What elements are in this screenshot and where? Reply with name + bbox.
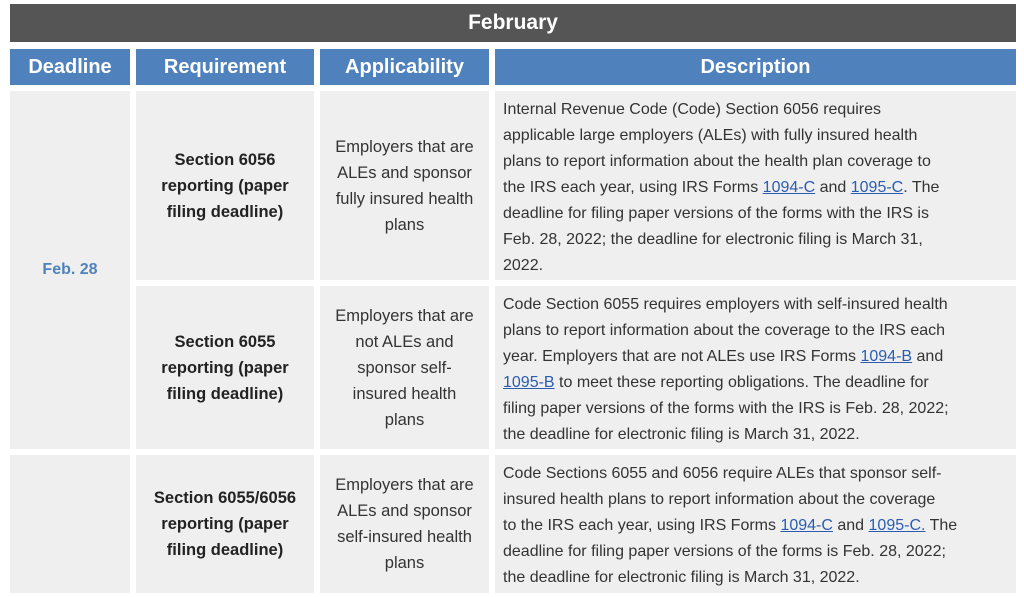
description-cell <box>495 286 1016 449</box>
header-requirement: Requirement <box>136 49 314 85</box>
applicability-cell <box>320 286 489 449</box>
description-line: insured health plans to report information about the coverage <box>503 491 936 508</box>
description-line: the deadline for electronic filing is March 31, 2022. <box>503 569 860 586</box>
requirement-line: Section 6056 <box>174 150 276 169</box>
description-text: to the IRS each year, using IRS Forms <box>503 517 781 534</box>
requirement-line: reporting (paper <box>161 515 289 533</box>
deadline-cell <box>10 91 130 449</box>
applicability-line: insured health <box>352 384 457 403</box>
description-line: applicable large employers (ALEs) with fully insured health <box>503 127 918 144</box>
requirement-line: reporting (paper <box>161 176 289 195</box>
description-text: to meet these reporting obligations. The deadline for <box>554 374 929 391</box>
applicability-line: plans <box>384 410 425 429</box>
month-title: February <box>10 4 1016 42</box>
description-text: The <box>925 517 958 534</box>
description-text: and <box>815 179 851 196</box>
requirement-cell <box>136 286 314 449</box>
header-deadline: Deadline <box>10 49 130 85</box>
description-line: filing paper versions of the forms with the IRS is Feb. 28, 2022; <box>503 400 949 417</box>
applicability-line: ALEs and sponsor <box>337 502 472 520</box>
applicability-line: plans <box>384 554 425 572</box>
header-description: Description <box>495 49 1016 85</box>
form-1095-c-link[interactable]: 1095-C. <box>868 517 926 534</box>
description-text: the IRS each year, using IRS Forms <box>503 179 763 196</box>
description-text: . The <box>903 179 940 196</box>
description-line: Code Section 6055 requires employers with self-insured health <box>503 296 948 313</box>
requirement-line: filing deadline) <box>166 384 284 403</box>
description-line: 2022. <box>503 257 544 274</box>
description-line <box>503 344 1008 370</box>
description-line: deadline for filing paper versions of the forms is Feb. 28, 2022; <box>503 543 946 560</box>
requirement-line: filing deadline) <box>166 202 284 221</box>
applicability-line: sponsor self- <box>357 358 452 377</box>
requirement-line: Section 6055 <box>174 332 276 351</box>
applicability-line: Employers that are <box>335 306 474 325</box>
description-line: plans to report information about the coverage to the IRS each <box>503 322 946 339</box>
description-line <box>503 513 1008 539</box>
form-1094-c-link[interactable]: 1094-C <box>762 179 816 196</box>
description-text: and <box>832 517 869 534</box>
description-line: Internal Revenue Code (Code) Section 6056 requires <box>503 101 882 118</box>
applicability-cell <box>320 91 489 280</box>
applicability-cell <box>320 455 489 593</box>
form-1095-c-link[interactable]: 1095-C <box>850 179 904 196</box>
description-cell <box>495 455 1016 593</box>
requirement-cell <box>136 91 314 280</box>
description-line <box>503 175 1008 201</box>
description-line: Feb. 28, 2022; the deadline for electronic filing is March 31, <box>503 231 923 248</box>
requirement-line: Section 6055/6056 <box>153 489 297 507</box>
applicability-line: ALEs and sponsor <box>337 163 472 182</box>
form-1094-c-link[interactable]: 1094-C <box>780 517 833 534</box>
requirement-cell <box>136 455 314 593</box>
deadline-value: Feb. 28 <box>42 261 98 278</box>
requirement-line: filing deadline) <box>166 541 284 559</box>
header-applicability: Applicability <box>320 49 489 85</box>
form-1094-b-link[interactable]: 1094-B <box>860 348 913 365</box>
description-cell <box>495 91 1016 280</box>
deadline-cell-empty <box>10 455 130 593</box>
applicability-line: self-insured health <box>337 528 472 546</box>
applicability-line: Employers that are <box>335 476 474 494</box>
applicability-line: fully insured health <box>335 189 474 208</box>
description-line <box>503 370 1008 396</box>
applicability-line: not ALEs and <box>355 332 454 351</box>
description-text: and <box>912 348 944 365</box>
applicability-line: plans <box>384 215 425 234</box>
applicability-line: Employers that are <box>335 137 474 156</box>
requirement-line: reporting (paper <box>161 358 289 377</box>
description-line: plans to report information about the health plan coverage to <box>503 153 931 170</box>
description-line: Code Sections 6055 and 6056 require ALEs that sponsor self- <box>503 465 942 482</box>
form-1095-b-link[interactable]: 1095-B <box>503 374 555 391</box>
description-line: deadline for filing paper versions of the forms with the IRS is <box>503 205 929 222</box>
description-line: the deadline for electronic filing is March 31, 2022. <box>503 426 860 443</box>
description-text: year. Employers that are not ALEs use IRS Forms <box>503 348 861 365</box>
